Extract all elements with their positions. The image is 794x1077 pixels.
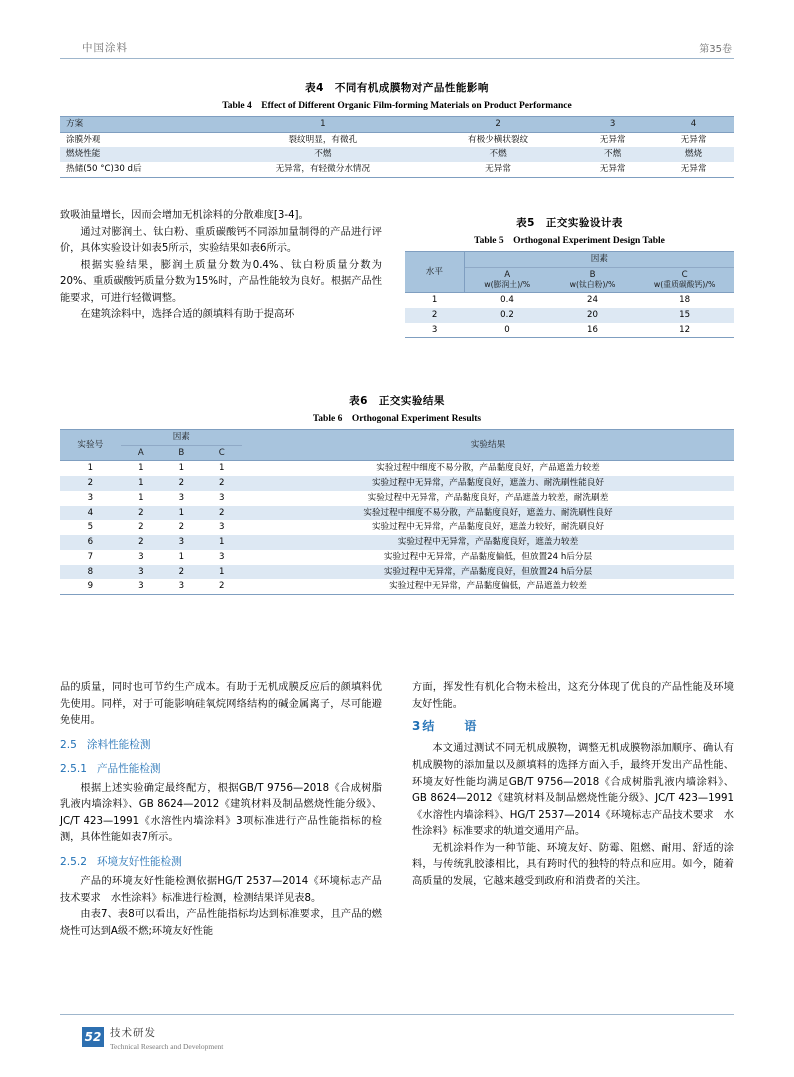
table6-r0-result: 实验过程中细度不易分散，产品黏度良好，产品遮盖力较差 xyxy=(242,461,734,476)
table-row xyxy=(405,323,734,338)
table5-r1-b: 20 xyxy=(550,308,636,323)
table6 xyxy=(60,430,734,594)
table5-corner: 水平 xyxy=(405,252,464,293)
paragraph: 品的质量，同时也可节约生产成本。有助于无机成膜反应后的颜填料优先使用。同样，对于可能影响硅氧烷网络结构的碱金属离子，尽可能避免使用。 xyxy=(60,682,382,727)
page-number: 52 xyxy=(82,1027,104,1047)
table5-r2-level: 3 xyxy=(405,323,464,338)
table5-r1-c: 15 xyxy=(635,308,734,323)
table6-r1-c: 2 xyxy=(202,476,242,491)
table6-r0-no: 1 xyxy=(60,461,121,476)
table6-r2-c: 3 xyxy=(202,491,242,506)
table4-r0-c0: 裂纹明显，有微孔 xyxy=(222,132,424,147)
table5-col-c-bot: w(重质碳酸钙)/% xyxy=(653,280,716,290)
table4-r2-label: 热储(50 °C)30 d后 xyxy=(60,162,222,177)
paragraph: 致吸油量增长，因而会增加无机涂料的分散难度[3-4]。 xyxy=(60,210,309,221)
table6-title-en: Table 6 Orthogonal Experiment Results xyxy=(312,414,482,424)
paragraph: 由表7、表8可以看出，产品性能指标均达到标准要求，且产品的燃烧性可达到A级不燃;环境友好性能 xyxy=(60,909,382,937)
table-row xyxy=(60,550,734,565)
table6-r5-no: 6 xyxy=(60,535,121,550)
table6-block xyxy=(60,393,734,595)
table6-r8-a: 3 xyxy=(121,579,161,594)
table6-r5-result: 实验过程中无异常，产品黏度良好，遮盖力较差 xyxy=(242,535,734,550)
table6-r8-c: 2 xyxy=(202,579,242,594)
section-number: 3 xyxy=(412,719,423,734)
table-row xyxy=(60,162,734,177)
section-title: 产品性能检测 xyxy=(96,762,161,775)
table4-r1-c0: 不燃 xyxy=(222,147,424,162)
section-number: 2.5.1 xyxy=(60,762,87,775)
table6-r4-no: 5 xyxy=(60,520,121,535)
table-row xyxy=(60,147,734,162)
table4-col-3: 3 xyxy=(572,117,653,132)
section-title: 涂料性能检测 xyxy=(86,738,151,751)
table5-r2-c: 12 xyxy=(635,323,734,338)
table5-col-a-bot: w(膨润土)/% xyxy=(484,280,531,290)
section-heading-3 xyxy=(412,717,734,736)
table6-r2-no: 3 xyxy=(60,491,121,506)
table4-r1-c3: 燃烧 xyxy=(653,147,734,162)
table5-r0-a: 0.4 xyxy=(464,293,550,308)
footer-section-en: Technical Research and Development xyxy=(110,1042,224,1051)
table5-r1-level: 2 xyxy=(405,308,464,323)
table6-r3-c: 2 xyxy=(202,506,242,521)
table6-r5-c: 1 xyxy=(202,535,242,550)
table6-r0-a: 1 xyxy=(121,461,161,476)
table5-col-c-top: C xyxy=(681,269,688,280)
table4-r1-c1: 不燃 xyxy=(424,147,572,162)
table4-r0-label: 涂膜外观 xyxy=(60,132,222,147)
table6-r0-c: 1 xyxy=(202,461,242,476)
table6-r4-c: 3 xyxy=(202,520,242,535)
bottom-right-column xyxy=(412,680,734,890)
section-number: 2.5 xyxy=(60,738,77,751)
table4-r0-c3: 无异常 xyxy=(653,132,734,147)
table6-col-b: B xyxy=(161,445,201,461)
table-row xyxy=(60,476,734,491)
table6-r3-b: 1 xyxy=(161,506,201,521)
section-number: 2.5.2 xyxy=(60,855,87,868)
table6-r7-no: 8 xyxy=(60,565,121,580)
table5-r2-b: 16 xyxy=(550,323,636,338)
table-row xyxy=(60,132,734,147)
section-title: 环境友好性能检测 xyxy=(96,855,182,868)
paragraph: 方面，挥发性有机化合物未检出，这充分体现了优良的产品性能及环境友好性能。 xyxy=(412,682,734,710)
table4-block xyxy=(60,80,734,178)
section-heading-2-5-2 xyxy=(60,854,382,871)
page-footer xyxy=(60,1013,734,1049)
bottom-left-column xyxy=(60,680,382,940)
table6-r3-no: 4 xyxy=(60,506,121,521)
table6-r8-b: 3 xyxy=(161,579,201,594)
paragraph: 根据上述实验确定最终配方，根据GB/T 9756—2018《合成树脂乳液内墙涂料》、GB 8624—2012《建筑材料及制品燃烧性能分级》、JC/T 423—1991《水溶性内墙涂料》3项标准进行产品性能指标的检测，具体性能如表7所示。 xyxy=(60,782,382,844)
table5-title-cn: 表5 正交实验设计表 xyxy=(516,217,623,229)
table-row xyxy=(60,565,734,580)
table4-r2-c1: 无异常 xyxy=(424,162,572,177)
header-divider xyxy=(60,58,734,59)
volume-label: 第35卷 xyxy=(699,44,732,55)
table-row xyxy=(405,293,734,308)
table5-group-header: 因素 xyxy=(464,252,734,267)
table6-r4-a: 2 xyxy=(121,520,161,535)
page-header xyxy=(60,40,734,66)
table6-r2-result: 实验过程中无异常，产品黏度良好，产品遮盖力较差，耐洗刷差 xyxy=(242,491,734,506)
footer-section-cn: 技术研发 xyxy=(110,1027,156,1039)
paragraph: 在建筑涂料中，选择合适的颜填料有助于提高环 xyxy=(80,309,295,321)
table6-r0-b: 1 xyxy=(161,461,201,476)
table6-col-result: 实验结果 xyxy=(242,430,734,461)
table6-r6-no: 7 xyxy=(60,550,121,565)
table6-r8-no: 9 xyxy=(60,579,121,594)
table6-r3-result: 实验过程中细度不易分散，产品黏度良好，遮盖力、耐洗刷性良好 xyxy=(242,506,734,521)
table6-r2-a: 1 xyxy=(121,491,161,506)
table5-col-a-top: A xyxy=(504,269,511,280)
table6-r6-b: 1 xyxy=(161,550,201,565)
table6-r4-b: 2 xyxy=(161,520,201,535)
table-header-row xyxy=(60,430,734,445)
table-row xyxy=(60,520,734,535)
table6-r3-a: 2 xyxy=(121,506,161,521)
table6-col-c: C xyxy=(202,445,242,461)
table6-r1-no: 2 xyxy=(60,476,121,491)
table6-r7-b: 2 xyxy=(161,565,201,580)
table4-title-en: Table 4 Effect of Different Organic Film-forming Materials on Product Performance xyxy=(222,101,572,111)
table5-r0-b: 24 xyxy=(550,293,636,308)
table4-col-1: 1 xyxy=(222,117,424,132)
table4-r1-c2: 不燃 xyxy=(572,147,653,162)
table-row xyxy=(60,579,734,594)
paragraph: 根据实验结果，膨润土质量分数为0.4%、钛白粉质量分数为20%、重质碳酸钙质量分数为15%时，产品性能较为良好。根据产品性能要求，可进行轻微调整。 xyxy=(60,259,382,304)
table6-r6-a: 3 xyxy=(121,550,161,565)
table6-r6-result: 实验过程中无异常，产品黏度偏低，但放置24 h后分层 xyxy=(242,550,734,565)
table5-col-b-top: B xyxy=(589,269,596,280)
paragraph: 本文通过测试不同无机成膜物，调整无机成膜物添加顺序、确认有机成膜物的添加量以及颜填料的选择方面入手，最终开发出产品性能、环境友好性能均满足GB/T 9756—2018《合成树脂乳液内墙涂料》、GB 8624—2012《建筑材料及制品燃烧性能分级》、JC/T 423—1991《水溶性内墙涂料》、HG/T 2537—2014《环境标志产品技术要求 水性涂料》标准要求的轨道交通用产品。 xyxy=(412,743,734,838)
table5-title-en: Table 5 Orthogonal Experiment Design Table xyxy=(474,236,665,246)
table-header-row xyxy=(60,117,734,132)
section-heading-2-5 xyxy=(60,737,382,754)
table4-col-0: 方案 xyxy=(60,117,222,132)
table6-group-header: 因素 xyxy=(121,430,242,445)
table4-r0-c2: 无异常 xyxy=(572,132,653,147)
section-heading-2-5-1 xyxy=(60,761,382,778)
table5-r0-c: 18 xyxy=(635,293,734,308)
table-row xyxy=(60,506,734,521)
journal-name: 中国涂料 xyxy=(82,42,128,54)
table-row xyxy=(405,308,734,323)
table6-r7-c: 1 xyxy=(202,565,242,580)
table5 xyxy=(405,252,734,337)
table6-r1-result: 实验过程中无异常，产品黏度良好，遮盖力、耐洗刷性能良好 xyxy=(242,476,734,491)
table4-r2-c0: 无异常，有轻微分水情况 xyxy=(222,162,424,177)
table4-r2-c2: 无异常 xyxy=(572,162,653,177)
table5-r1-a: 0.2 xyxy=(464,308,550,323)
table6-r4-result: 实验过程中无异常，产品黏度良好，遮盖力较好，耐洗刷良好 xyxy=(242,520,734,535)
table6-title-cn: 表6 正交实验结果 xyxy=(349,395,445,407)
table6-col-no: 实验号 xyxy=(60,430,121,461)
table6-r7-result: 实验过程中无异常，产品黏度良好，但放置24 h后分层 xyxy=(242,565,734,580)
table6-r8-result: 实验过程中无异常，产品黏度偏低，产品遮盖力较差 xyxy=(242,579,734,594)
table6-r6-c: 3 xyxy=(202,550,242,565)
table5-block xyxy=(405,215,734,338)
table-header-row xyxy=(405,252,734,267)
table4-r2-c3: 无异常 xyxy=(653,162,734,177)
paragraph: 产品的环境友好性能检测依据HG/T 2537—2014《环境标志产品技术要求 水性涂料》标准进行检测，检测结果详见表8。 xyxy=(60,876,382,904)
table4-title-cn: 表4 不同有机成膜物对产品性能影响 xyxy=(305,82,489,94)
table6-r1-a: 1 xyxy=(121,476,161,491)
table-row xyxy=(60,491,734,506)
table4-col-4: 4 xyxy=(653,117,734,132)
table-row xyxy=(60,535,734,550)
table6-r2-b: 3 xyxy=(161,491,201,506)
table4-col-2: 2 xyxy=(424,117,572,132)
table4-r0-c1: 有极少横状裂纹 xyxy=(424,132,572,147)
left-mid-column xyxy=(60,208,382,324)
table6-r5-a: 2 xyxy=(121,535,161,550)
paragraph: 通过对膨润土、钛白粉、重质碳酸钙不同添加量制得的产品进行评价，具体实验设计如表5所示，实验结果如表6所示。 xyxy=(60,226,382,255)
section-title: 结 语 xyxy=(422,719,479,734)
paragraph: 无机涂料作为一种节能、环境友好、防霉、阻燃、耐用、舒适的涂料，与传统乳胶漆相比，具有跨时代的独特的特点和应用。如今，随着高质量的发展，它越来越受到政府和消费者的关注。 xyxy=(412,842,734,887)
table6-col-a: A xyxy=(121,445,161,461)
table5-r2-a: 0 xyxy=(464,323,550,338)
table6-r1-b: 2 xyxy=(161,476,201,491)
table-row xyxy=(60,461,734,476)
footer-divider xyxy=(60,1014,734,1015)
table5-col-b-bot: w(钛白粉)/% xyxy=(569,280,616,290)
table6-r7-a: 3 xyxy=(121,565,161,580)
table4-r1-label: 燃烧性能 xyxy=(60,147,222,162)
table4 xyxy=(60,117,734,177)
table5-r0-level: 1 xyxy=(405,293,464,308)
table6-r5-b: 3 xyxy=(161,535,201,550)
